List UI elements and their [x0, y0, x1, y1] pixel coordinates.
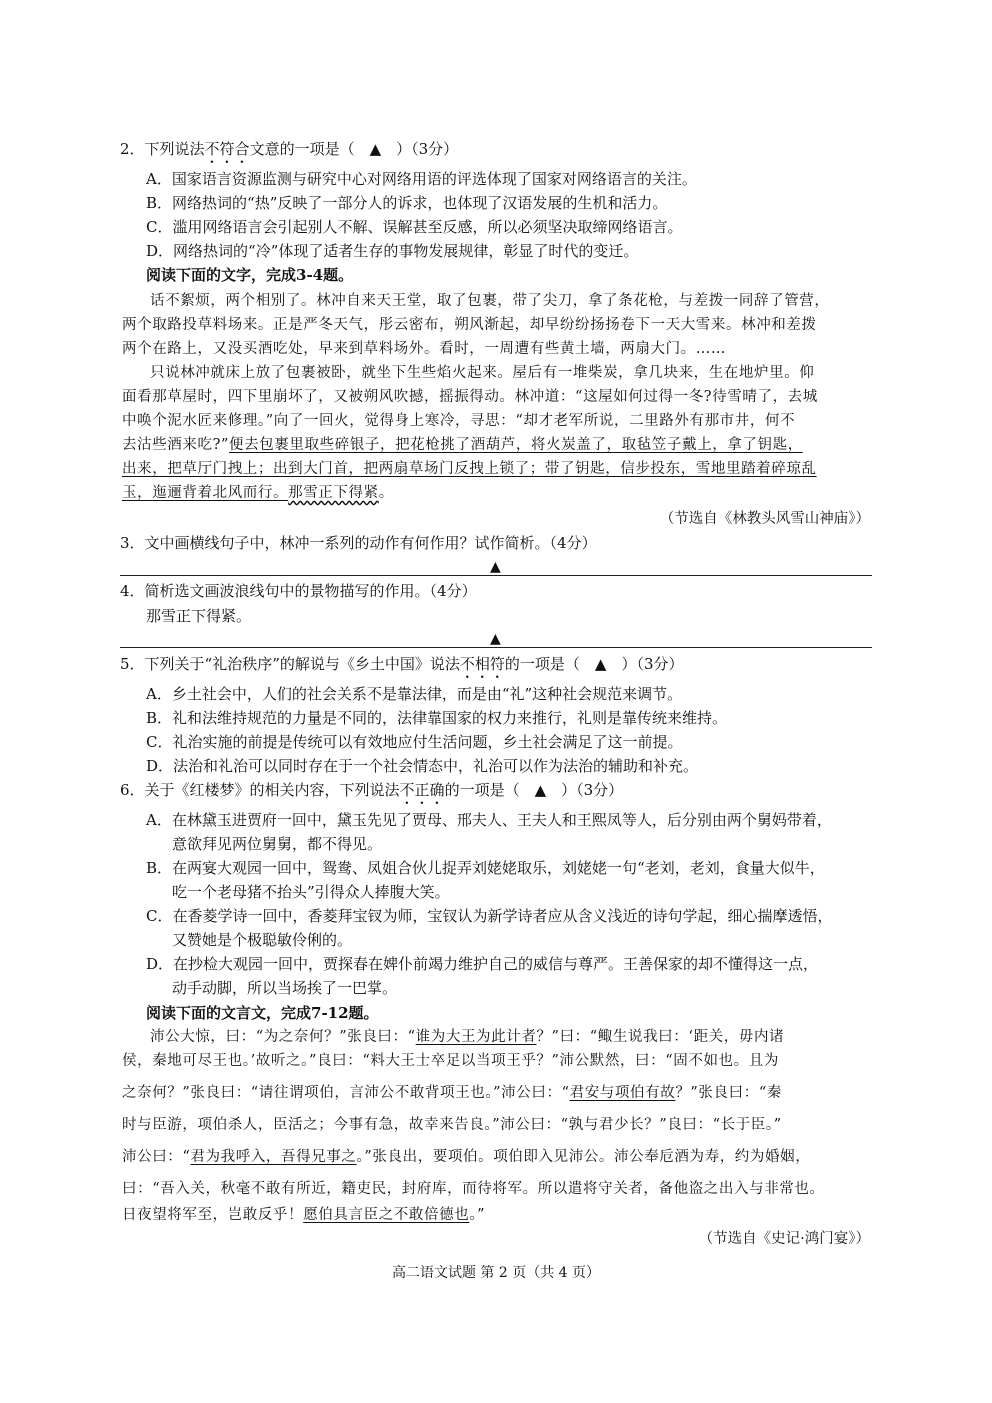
passage2-line: 侯，秦地可尽王也。’故听之。”良曰：“料大王士卒足以当项王乎？”沛公默然，曰：“固不如也。且为	[122, 1053, 779, 1069]
underlined-sentence: 便去包裹里取些碎银子，把花枪挑了酒葫芦，将火炭盖了，取毡笠子戴上，拿了钥匙，	[229, 437, 803, 453]
q6-option-a: A．在林黛玉进贾府一回中，黛玉先见了贾母、邢夫人、王夫人和王熙凤等人，后分别由两个舅妈带着，	[146, 811, 832, 829]
q6-option-c-cont: 又赞她是个极聪敏伶俐的。	[172, 931, 353, 949]
passage2-source: （节选自《史记·鸿门宴》）	[698, 1231, 870, 1247]
q6-option-b: B．在两宴大观园一回中，鸳鸯、凤姐合伙儿捉弄刘姥姥取乐，刘姥姥一句“老刘，老刘，食量大似牛，	[146, 859, 825, 877]
page-footer: 高二语文试题 第 2 页（共 4 页）	[391, 1265, 601, 1281]
reading-heading-2: 阅读下面的文言文，完成7-12题。	[146, 1004, 379, 1022]
passage1-line: 只说林冲就床上放了包裹被卧，就坐下生些焰火起来。屋后有一堆柴炭，拿几块来，生在地炉里。仰	[150, 365, 815, 381]
passage2-line: 沛公大惊，曰：“为之奈何？”张良曰：“谁为大王为此计者？”曰：“鲰生说我曰：‘距关，毋内诸	[150, 1029, 785, 1045]
q5-option-c: C．礼治实施的前提是传统可以有效地应付生活问题，乡土社会满足了这一前提。	[146, 733, 683, 751]
q2-stem: 2．下列说法不符合文意的一项是（ ▲ ）（3分）	[120, 140, 459, 158]
q2-option-d: D．网络热词的“冷”体现了适者生存的事物发展规律，彰显了时代的变迁。	[146, 242, 639, 260]
passage1-line: 话不絮烦，两个相别了。林冲自来天王堂，取了包裹，带了尖刀，拿了条花枪，与差拨一同辞了管营，	[150, 293, 830, 309]
passage1-line: 玉，迤逦背着北风而行。那雪正下得紧。	[122, 485, 394, 501]
q2-option-b: B．网络热词的“热”反映了一部分人的诉求，也体现了汉语发展的生机和活力。	[146, 194, 668, 212]
passage2-line: 时与臣游，项伯杀人，臣活之；今事有急，故幸来告良。”沛公曰：“孰与君少长？”良曰：“长于臣。”	[122, 1117, 782, 1133]
passage2-line: 日夜望将军至，岂敢反乎！愿伯具言臣之不敢倍德也。”	[122, 1207, 486, 1223]
q5-option-b: B．礼和法维持规范的力量是不同的，法律靠国家的权力来推行，礼则是靠传统来维持。	[146, 709, 728, 727]
q5-option-a: A．乡土社会中，人们的社会关系不是靠法律，而是由“礼”这种社会规范来调节。	[146, 685, 683, 703]
passage2-line: 曰：“吾入关，秋毫不敢有所近，籍吏民，封府库，而待将军。所以遣将守关者，备他盗之出入与非常也。	[122, 1181, 825, 1197]
q6-option-c: C．在香菱学诗一回中，香菱拜宝钗为师，宝钗认为新学诗者应从含义浅近的诗句学起，细心揣摩透悟，	[146, 907, 833, 925]
q6-option-a-cont: 意欲拜见两位舅舅，都不得见。	[172, 835, 383, 853]
underlined-sentence: 出来，把草厅门拽上；出到大门首，把两扇草场门反拽上锁了；带了钥匙，信步投东，雪地里踏着碎琼乱	[122, 461, 817, 477]
answer-mark: ▲	[490, 631, 501, 647]
q2-option-a: A．国家语言资源监测与研究中心对网络用语的评选体现了国家对网络语言的关注。	[146, 170, 697, 188]
q3-stem: 3．文中画横线句子中，林冲一系列的动作有何作用？试作简析。（4分）	[120, 534, 597, 552]
passage2-line: 沛公曰：“君为我呼入，吾得兄事之。”张良出，要项伯。项伯即入见沛公。沛公奉卮酒为寿，约为婚姻，	[122, 1149, 811, 1165]
passage1-line: 去沽些酒来吃?”便去包裹里取些碎银子，把花枪挑了酒葫芦，将火炭盖了，取毡笠子戴上，拿了钥匙，	[122, 437, 803, 453]
q6-option-b-cont: 吃一个老母猪不抬头”引得众人捧腹大笑。	[172, 883, 450, 901]
q5-stem: 5．下列关于“礼治秩序”的解说与《乡土中国》说法不相符的一项是（ ▲ ）（3分）	[120, 655, 684, 673]
wavy-sentence: 那雪正下得紧	[288, 485, 379, 501]
q6-option-d: D．在抄检大观园一回中，贾探春在婢仆前竭力维护自己的威信与尊严。王善保家的却不懂得这一点，	[146, 955, 819, 973]
q2-option-c: C．滥用网络语言会引起别人不解、误解甚至反感，所以必须坚决取缔网络语言。	[146, 218, 683, 236]
passage1-line: 两个在路上，又没买酒吃处，早来到草料场外。看时，一周遭有些黄土墙，两扇大门。……	[122, 341, 726, 357]
q6-stem: 6．关于《红楼梦》的相关内容，下列说法不正确的一项是（ ▲ ）（3分）	[120, 781, 624, 799]
q6-option-d-cont: 动手动脚，所以当场挨了一巴掌。	[172, 979, 398, 997]
q5-option-d: D．法治和礼治可以同时存在于一个社会情态中，礼治可以作为法治的辅助和补充。	[146, 757, 699, 775]
answer-mark: ▲	[490, 559, 501, 575]
passage1-line: 面看那草屋时，四下里崩坏了，又被朔风吹撼，摇振得动。林冲道：“这屋如何过得一冬?待雪晴了，去城	[122, 389, 818, 405]
passage1-source: （节选自《林教头风雪山神庙》）	[659, 511, 870, 527]
passage1-line: 两个取路投草料场来。正是严冬天气，彤云密布，朔风渐起，却早纷纷扬扬卷下一天大雪来。林冲和差拨	[122, 317, 817, 333]
reading-heading-1: 阅读下面的文字，完成3-4题。	[146, 266, 354, 284]
passage2-line: 之奈何？”张良曰：“请往谓项伯，言沛公不敢背项王也。”沛公曰：“君安与项伯有故？”张良曰：“秦	[122, 1085, 782, 1101]
answer-line[interactable]	[120, 575, 872, 576]
q4-quote: 那雪正下得紧。	[146, 607, 252, 625]
q4-stem: 4．简析选文画波浪线句中的景物描写的作用。（4分）	[120, 582, 477, 600]
passage1-line	[122, 458, 817, 480]
answer-line[interactable]	[120, 647, 872, 648]
passage1-line: 中唤个泥水匠来修理。”向了一回火，觉得身上寒冷，寻思：“却才老军所说，二里路外有那市井，何不	[122, 413, 796, 429]
underlined-sentence: 玉，迤逦背着北风而行。	[122, 485, 289, 501]
